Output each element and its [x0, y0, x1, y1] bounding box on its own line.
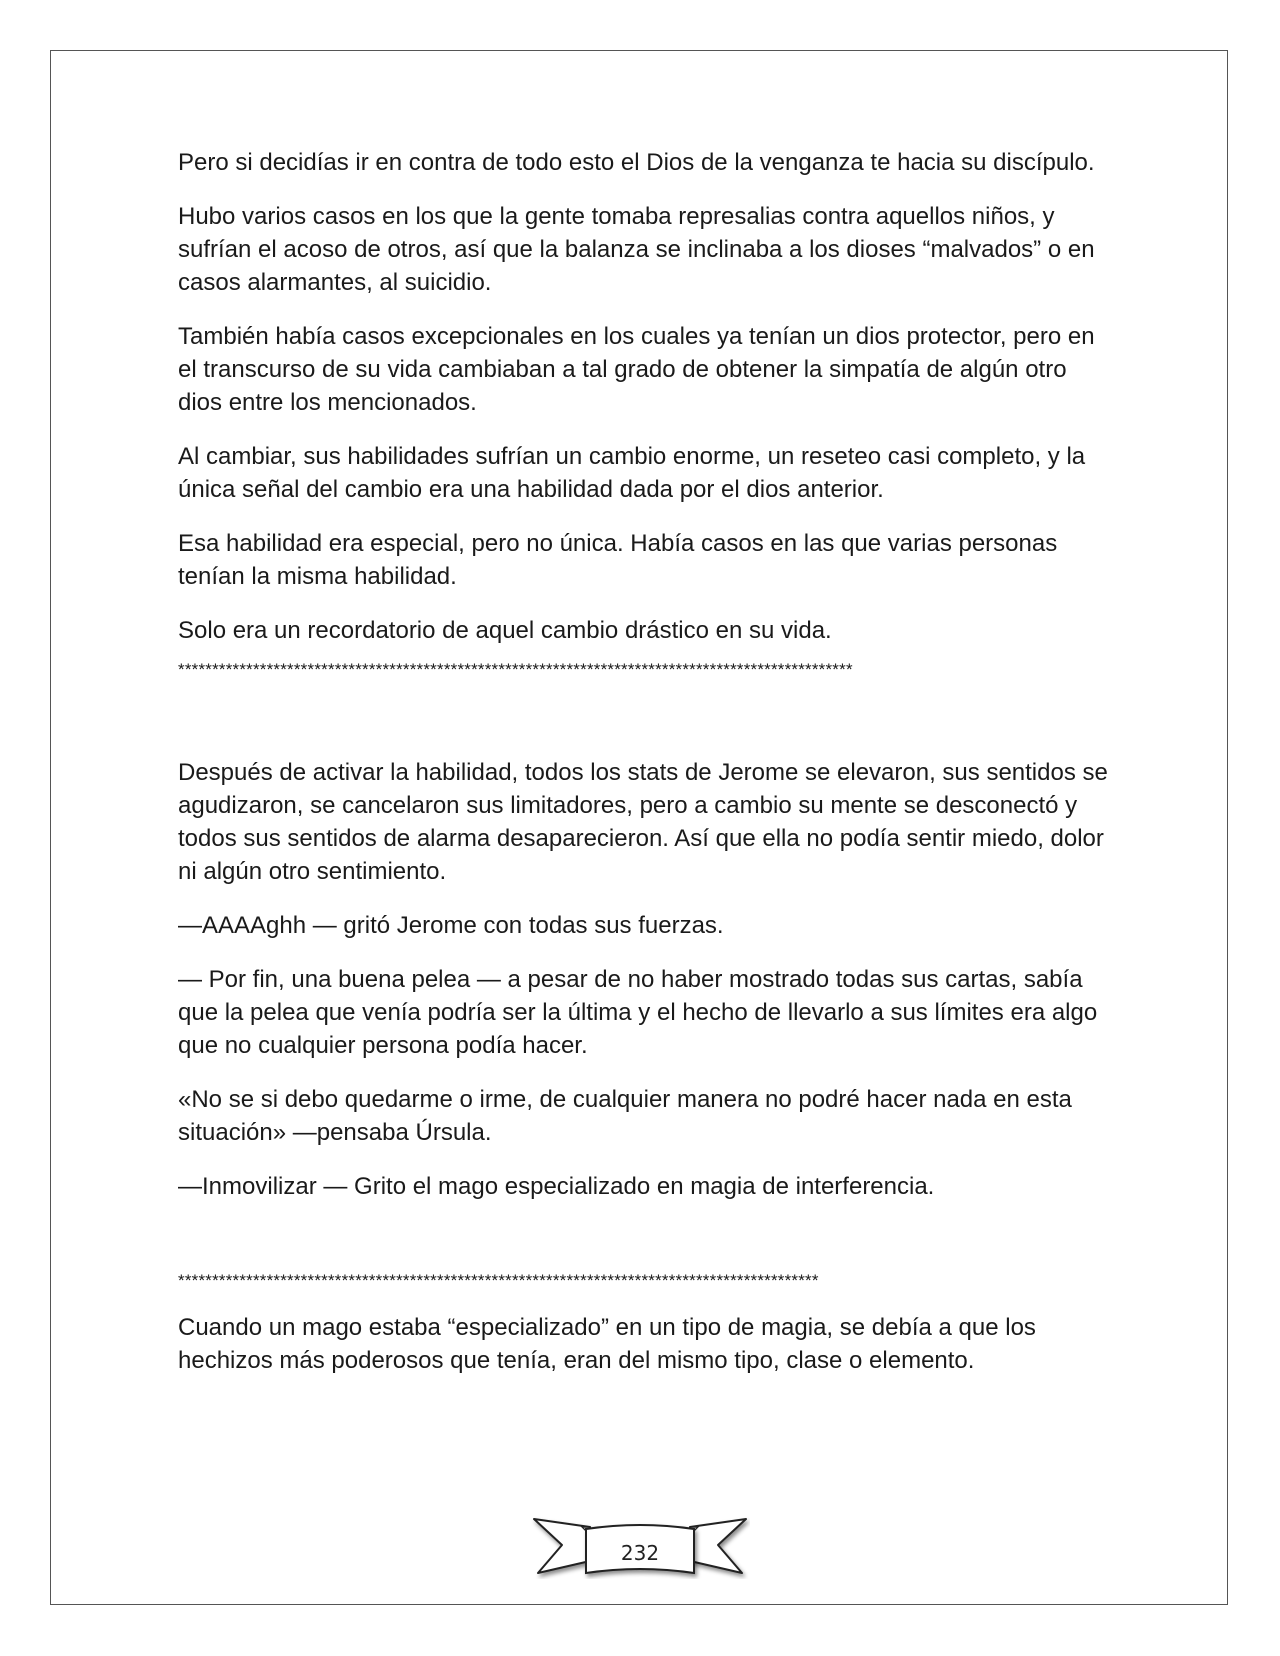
paragraph: También había casos excepcionales en los cuales ya tenían un dios protector, pero en el transcurso de su vida cambiaban a tal grado de obtener la simpatía de algún otro dios entre los mencionados.: [178, 323, 1095, 416]
paragraph: —AAAAghh — gritó Jerome con todas sus fuerzas.: [178, 912, 724, 939]
paragraph: —Inmovilizar — Grito el mago especializado en magia de interferencia.: [178, 1173, 935, 1200]
paragraph: Hubo varios casos en los que la gente tomaba represalias contra aquellos niños, y sufrían el acoso de otros, así que la balanza se inclinaba a los dioses “malvados” o en casos alarmantes, al suicidio.: [178, 203, 1095, 296]
scene-separator: ***************************************************************************************************: [178, 660, 853, 679]
paragraph: Solo era un recordatorio de aquel cambio drástico en su vida.: [178, 617, 832, 644]
scene-separator: **********************************************************************************************: [178, 1271, 819, 1290]
paragraph: Esa habilidad era especial, pero no única. Había casos en las que varias personas tenían la misma habilidad.: [178, 530, 1058, 590]
paragraph: Cuando un mago estaba “especializado” en un tipo de magia, se debía a que los hechizos más poderosos que tenía, eran del mismo tipo, clase o elemento.: [178, 1314, 1036, 1374]
page-number-ribbon: [530, 1515, 750, 1579]
paragraph: Al cambiar, sus habilidades sufrían un cambio enorme, un reseteo casi completo, y la única señal del cambio era una habilidad dada por el dios anterior.: [178, 443, 1086, 503]
paragraph: — Por fin, una buena pelea — a pesar de no haber mostrado todas sus cartas, sabía que la pelea que venía podría ser la última y el hecho de llevarlo a sus límites era algo que no cualquier persona podía hacer.: [178, 966, 1098, 1059]
paragraph: Después de activar la habilidad, todos los stats de Jerome se elevaron, sus sentidos se agudizaron, se cancelaron sus limitadores, pero a cambio su mente se desconectó y todos sus sentidos de alarma desaparecieron. Así que ella no podía sentir miedo, dolor ni algún otro sentimiento.: [178, 759, 1108, 885]
paragraph: «No se si debo quedarme o irme, de cualquier manera no podré hacer nada en esta situación» —pensaba Úrsula.: [178, 1086, 1072, 1146]
page-body: [178, 146, 1108, 1398]
paragraph: Pero si decidías ir en contra de todo esto el Dios de la venganza te hacia su discípulo.: [178, 149, 1095, 176]
page-number: 232: [620, 1541, 660, 1565]
